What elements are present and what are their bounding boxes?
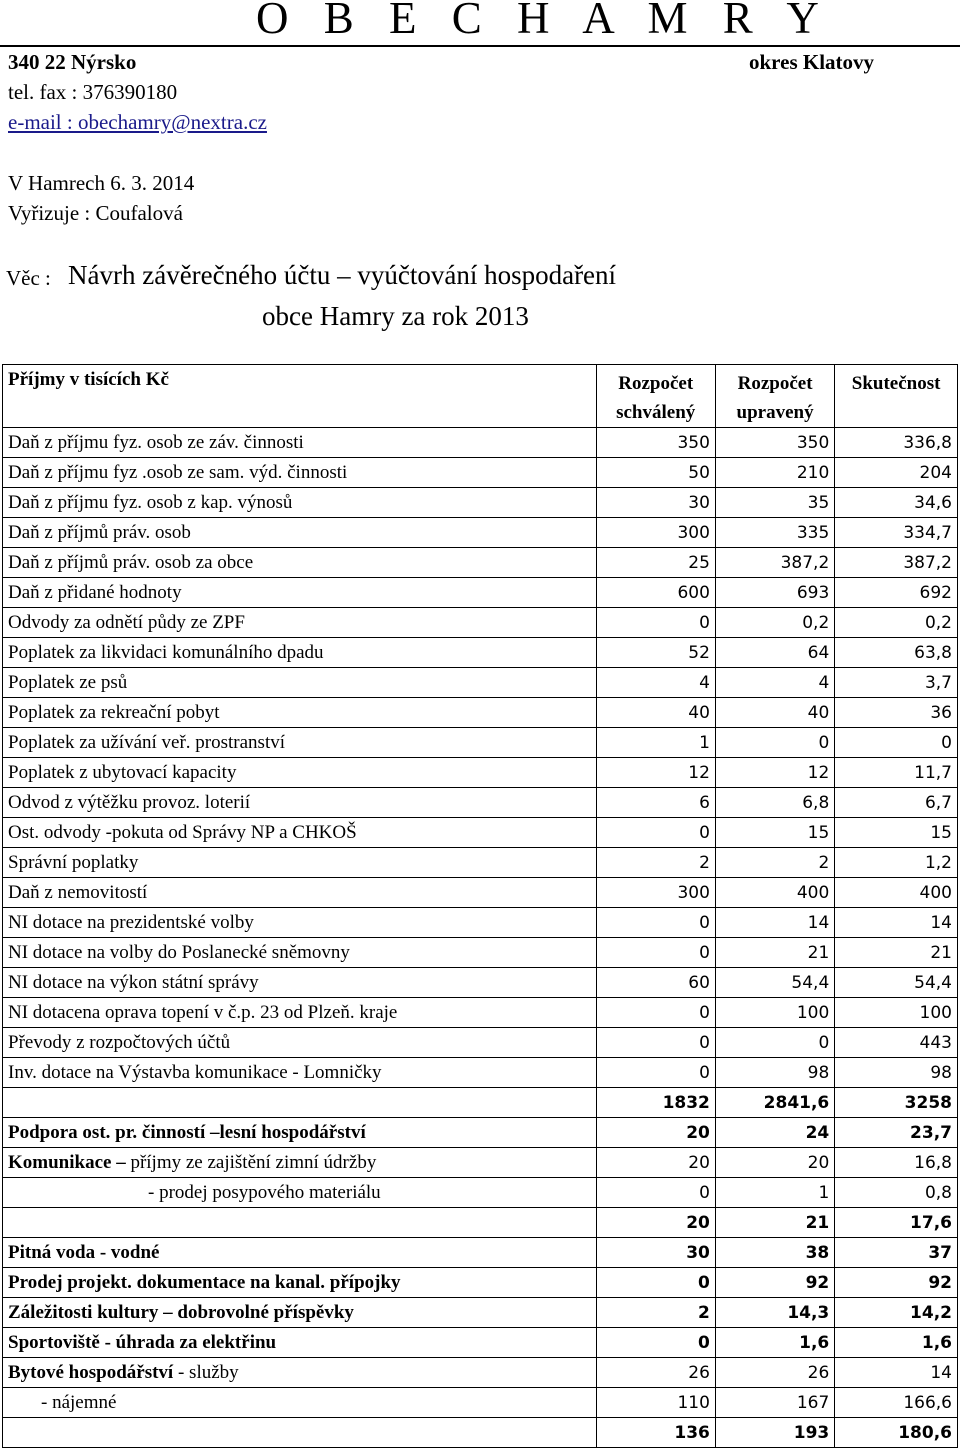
roads-subtotal-approved: 20 bbox=[596, 1208, 715, 1238]
forestry-label: Podpora ost. pr. činností –lesní hospodářství bbox=[3, 1118, 597, 1148]
housing-subtotal-approved: 136 bbox=[596, 1418, 715, 1448]
housing-subtotal-label bbox=[3, 1418, 597, 1448]
row-label: Daň z příjmu fyz. osob z kap. výnosů bbox=[3, 488, 597, 518]
row-label: NI dotacena oprava topení v č.p. 23 od Plzeň. kraje bbox=[3, 998, 597, 1028]
row-approved: 600 bbox=[596, 578, 715, 608]
housing-subtotal-adjusted: 193 bbox=[715, 1418, 834, 1448]
table-row bbox=[3, 548, 958, 578]
culture-actual: 14,2 bbox=[835, 1298, 958, 1328]
row-adjusted: 35 bbox=[715, 488, 834, 518]
row-actual: 34,6 bbox=[835, 488, 958, 518]
row-adjusted: 210 bbox=[715, 458, 834, 488]
roads-subtotal-adjusted: 21 bbox=[715, 1208, 834, 1238]
header-approved-budget: Rozpočet schválený bbox=[596, 365, 715, 428]
row-label: Poplatek za užívání veř. prostranství bbox=[3, 728, 597, 758]
header-rule bbox=[0, 45, 960, 47]
row-label: Inv. dotace na Výstavba komunikace - Lomničky bbox=[3, 1058, 597, 1088]
table-row bbox=[3, 698, 958, 728]
roads-adjusted: 20 bbox=[715, 1148, 834, 1178]
row-approved: 30 bbox=[596, 488, 715, 518]
table-row bbox=[3, 878, 958, 908]
header-revenue-label: Příjmy v tisících Kč bbox=[3, 365, 597, 428]
row-label: Daň z příjmu fyz. osob ze záv. činnosti bbox=[3, 428, 597, 458]
roads-approved: 20 bbox=[596, 1148, 715, 1178]
row-actual: 387,2 bbox=[835, 548, 958, 578]
subtotal-row bbox=[3, 1088, 958, 1118]
sport-actual: 1,6 bbox=[835, 1328, 958, 1358]
row-label: Poplatek za likvidaci komunálního dpadu bbox=[3, 638, 597, 668]
document-date: V Hamrech 6. 3. 2014 bbox=[8, 171, 195, 195]
row-actual: 63,8 bbox=[835, 638, 958, 668]
table-row bbox=[3, 938, 958, 968]
table-row bbox=[3, 578, 958, 608]
sport-approved: 0 bbox=[596, 1328, 715, 1358]
table-row bbox=[3, 608, 958, 638]
row-label: NI dotace na výkon státní správy bbox=[3, 968, 597, 998]
roads-material-actual: 0,8 bbox=[835, 1178, 958, 1208]
subtotal-approved: 1832 bbox=[596, 1088, 715, 1118]
phone-fax: tel. fax : 376390180 bbox=[8, 80, 178, 104]
row-adjusted: 400 bbox=[715, 878, 834, 908]
row-adjusted: 54,4 bbox=[715, 968, 834, 998]
housing-adjusted: 26 bbox=[715, 1358, 834, 1388]
row-actual: 443 bbox=[835, 1028, 958, 1058]
project-actual: 92 bbox=[835, 1268, 958, 1298]
row-label: Daň z příjmů práv. osob za obce bbox=[3, 548, 597, 578]
rent-adjusted: 167 bbox=[715, 1388, 834, 1418]
row-adjusted: 350 bbox=[715, 428, 834, 458]
roads-material-adjusted: 1 bbox=[715, 1178, 834, 1208]
row-approved: 2 bbox=[596, 848, 715, 878]
row-label: Poplatek za rekreační pobyt bbox=[3, 698, 597, 728]
row-adjusted: 21 bbox=[715, 938, 834, 968]
rent-approved: 110 bbox=[596, 1388, 715, 1418]
row-approved: 4 bbox=[596, 668, 715, 698]
roads-material-label: - prodej posypového materiálu bbox=[3, 1178, 597, 1208]
row-adjusted: 6,8 bbox=[715, 788, 834, 818]
table-row bbox=[3, 758, 958, 788]
row-label: Daň z přidané hodnoty bbox=[3, 578, 597, 608]
table-row bbox=[3, 1058, 958, 1088]
row-approved: 1 bbox=[596, 728, 715, 758]
rent-actual: 166,6 bbox=[835, 1388, 958, 1418]
water-row bbox=[3, 1238, 958, 1268]
row-label: Převody z rozpočtových účtů bbox=[3, 1028, 597, 1058]
roads-actual: 16,8 bbox=[835, 1148, 958, 1178]
water-label: Pitná voda - vodné bbox=[3, 1238, 597, 1268]
housing-subtotal-row bbox=[3, 1418, 958, 1448]
row-approved: 52 bbox=[596, 638, 715, 668]
revenue-extra-rows bbox=[3, 1088, 958, 1448]
subject-line-2: obce Hamry za rok 2013 bbox=[262, 301, 529, 331]
row-actual: 100 bbox=[835, 998, 958, 1028]
subtotal-adjusted: 2841,6 bbox=[715, 1088, 834, 1118]
row-adjusted: 64 bbox=[715, 638, 834, 668]
housing-label: Bytové hospodářství - služby bbox=[3, 1358, 597, 1388]
row-actual: 15 bbox=[835, 818, 958, 848]
roads-material-approved: 0 bbox=[596, 1178, 715, 1208]
table-row bbox=[3, 908, 958, 938]
row-label: NI dotace na prezidentské volby bbox=[3, 908, 597, 938]
row-actual: 6,7 bbox=[835, 788, 958, 818]
row-label: Daň z příjmů práv. osob bbox=[3, 518, 597, 548]
culture-adjusted: 14,3 bbox=[715, 1298, 834, 1328]
project-approved: 0 bbox=[596, 1268, 715, 1298]
municipality-title: O B E C H A M R Y bbox=[256, 0, 831, 43]
row-approved: 12 bbox=[596, 758, 715, 788]
row-label: Poplatek ze psů bbox=[3, 668, 597, 698]
row-approved: 0 bbox=[596, 908, 715, 938]
row-adjusted: 2 bbox=[715, 848, 834, 878]
table-row bbox=[3, 638, 958, 668]
subtotal-actual: 3258 bbox=[835, 1088, 958, 1118]
table-row bbox=[3, 458, 958, 488]
housing-subtotal-actual: 180,6 bbox=[835, 1418, 958, 1448]
roads-subtotal-label bbox=[3, 1208, 597, 1238]
project-adjusted: 92 bbox=[715, 1268, 834, 1298]
row-actual: 0,2 bbox=[835, 608, 958, 638]
row-adjusted: 4 bbox=[715, 668, 834, 698]
row-actual: 11,7 bbox=[835, 758, 958, 788]
table-row bbox=[3, 968, 958, 998]
row-approved: 0 bbox=[596, 608, 715, 638]
roads-subtotal-actual: 17,6 bbox=[835, 1208, 958, 1238]
row-adjusted: 0,2 bbox=[715, 608, 834, 638]
rent-row bbox=[3, 1388, 958, 1418]
row-adjusted: 100 bbox=[715, 998, 834, 1028]
row-actual: 98 bbox=[835, 1058, 958, 1088]
row-adjusted: 0 bbox=[715, 1028, 834, 1058]
header-actual: Skutečnost bbox=[835, 365, 958, 428]
row-approved: 0 bbox=[596, 1058, 715, 1088]
row-actual: 36 bbox=[835, 698, 958, 728]
culture-label: Záležitosti kultury – dobrovolné příspěvky bbox=[3, 1298, 597, 1328]
row-actual: 336,8 bbox=[835, 428, 958, 458]
row-adjusted: 98 bbox=[715, 1058, 834, 1088]
row-label: NI dotace na volby do Poslanecké sněmovny bbox=[3, 938, 597, 968]
housing-actual: 14 bbox=[835, 1358, 958, 1388]
housing-row bbox=[3, 1358, 958, 1388]
culture-approved: 2 bbox=[596, 1298, 715, 1328]
forestry-row bbox=[3, 1118, 958, 1148]
row-adjusted: 335 bbox=[715, 518, 834, 548]
revenue-table bbox=[2, 364, 958, 1448]
water-approved: 30 bbox=[596, 1238, 715, 1268]
row-actual: 692 bbox=[835, 578, 958, 608]
forestry-actual: 23,7 bbox=[835, 1118, 958, 1148]
row-actual: 204 bbox=[835, 458, 958, 488]
housing-approved: 26 bbox=[596, 1358, 715, 1388]
header-adjusted-budget: Rozpočet upravený bbox=[715, 365, 834, 428]
sport-adjusted: 1,6 bbox=[715, 1328, 834, 1358]
row-actual: 54,4 bbox=[835, 968, 958, 998]
row-label: Poplatek z ubytovací kapacity bbox=[3, 758, 597, 788]
row-approved: 0 bbox=[596, 818, 715, 848]
row-actual: 1,2 bbox=[835, 848, 958, 878]
row-actual: 3,7 bbox=[835, 668, 958, 698]
table-row bbox=[3, 728, 958, 758]
row-approved: 350 bbox=[596, 428, 715, 458]
row-adjusted: 12 bbox=[715, 758, 834, 788]
culture-row bbox=[3, 1298, 958, 1328]
row-label: Správní poplatky bbox=[3, 848, 597, 878]
sport-row bbox=[3, 1328, 958, 1358]
row-approved: 0 bbox=[596, 1028, 715, 1058]
table-row bbox=[3, 788, 958, 818]
table-row bbox=[3, 818, 958, 848]
row-label: Odvod z výtěžku provoz. loterií bbox=[3, 788, 597, 818]
row-approved: 0 bbox=[596, 998, 715, 1028]
table-row bbox=[3, 998, 958, 1028]
district-label: okres Klatovy bbox=[749, 50, 875, 74]
table-header-row bbox=[3, 365, 958, 428]
rent-label: - nájemné bbox=[3, 1388, 597, 1418]
row-adjusted: 15 bbox=[715, 818, 834, 848]
row-approved: 300 bbox=[596, 878, 715, 908]
row-actual: 400 bbox=[835, 878, 958, 908]
row-adjusted: 387,2 bbox=[715, 548, 834, 578]
row-approved: 40 bbox=[596, 698, 715, 728]
row-approved: 50 bbox=[596, 458, 715, 488]
forestry-adjusted: 24 bbox=[715, 1118, 834, 1148]
roads-label: Komunikace – příjmy ze zajištění zimní údržby bbox=[3, 1148, 597, 1178]
subject-line-1: Návrh závěrečného účtu – vyúčtování hospodaření bbox=[68, 260, 617, 290]
row-approved: 0 bbox=[596, 938, 715, 968]
row-actual: 334,7 bbox=[835, 518, 958, 548]
handler-name: Vyřizuje : Coufalová bbox=[8, 201, 183, 225]
sport-label: Sportoviště - úhrada za elektřinu bbox=[3, 1328, 597, 1358]
row-actual: 0 bbox=[835, 728, 958, 758]
row-approved: 300 bbox=[596, 518, 715, 548]
subtotal-label bbox=[3, 1088, 597, 1118]
email-link[interactable]: e-mail : obechamry@nextra.cz bbox=[8, 110, 267, 134]
row-label: Ost. odvody -pokuta od Správy NP a CHKOŠ bbox=[3, 818, 597, 848]
row-approved: 60 bbox=[596, 968, 715, 998]
row-label: Odvody za odnětí půdy ze ZPF bbox=[3, 608, 597, 638]
row-adjusted: 693 bbox=[715, 578, 834, 608]
row-label: Daň z nemovitostí bbox=[3, 878, 597, 908]
row-adjusted: 14 bbox=[715, 908, 834, 938]
roads-subtotal-row bbox=[3, 1208, 958, 1238]
roads-material-row bbox=[3, 1178, 958, 1208]
project-label: Prodej projekt. dokumentace na kanal. přípojky bbox=[3, 1268, 597, 1298]
water-actual: 37 bbox=[835, 1238, 958, 1268]
project-row bbox=[3, 1268, 958, 1298]
row-actual: 14 bbox=[835, 908, 958, 938]
table-row bbox=[3, 518, 958, 548]
row-label: Daň z příjmu fyz .osob ze sam. výd. činnosti bbox=[3, 458, 597, 488]
table-row bbox=[3, 428, 958, 458]
table-row bbox=[3, 848, 958, 878]
forestry-approved: 20 bbox=[596, 1118, 715, 1148]
roads-row bbox=[3, 1148, 958, 1178]
row-approved: 25 bbox=[596, 548, 715, 578]
table-row bbox=[3, 1028, 958, 1058]
row-actual: 21 bbox=[835, 938, 958, 968]
subject-label: Věc : bbox=[6, 266, 51, 290]
row-adjusted: 40 bbox=[715, 698, 834, 728]
postal-address: 340 22 Nýrsko bbox=[8, 50, 137, 74]
row-approved: 6 bbox=[596, 788, 715, 818]
revenue-rows bbox=[3, 428, 958, 1088]
table-row bbox=[3, 488, 958, 518]
row-adjusted: 0 bbox=[715, 728, 834, 758]
table-row bbox=[3, 668, 958, 698]
water-adjusted: 38 bbox=[715, 1238, 834, 1268]
